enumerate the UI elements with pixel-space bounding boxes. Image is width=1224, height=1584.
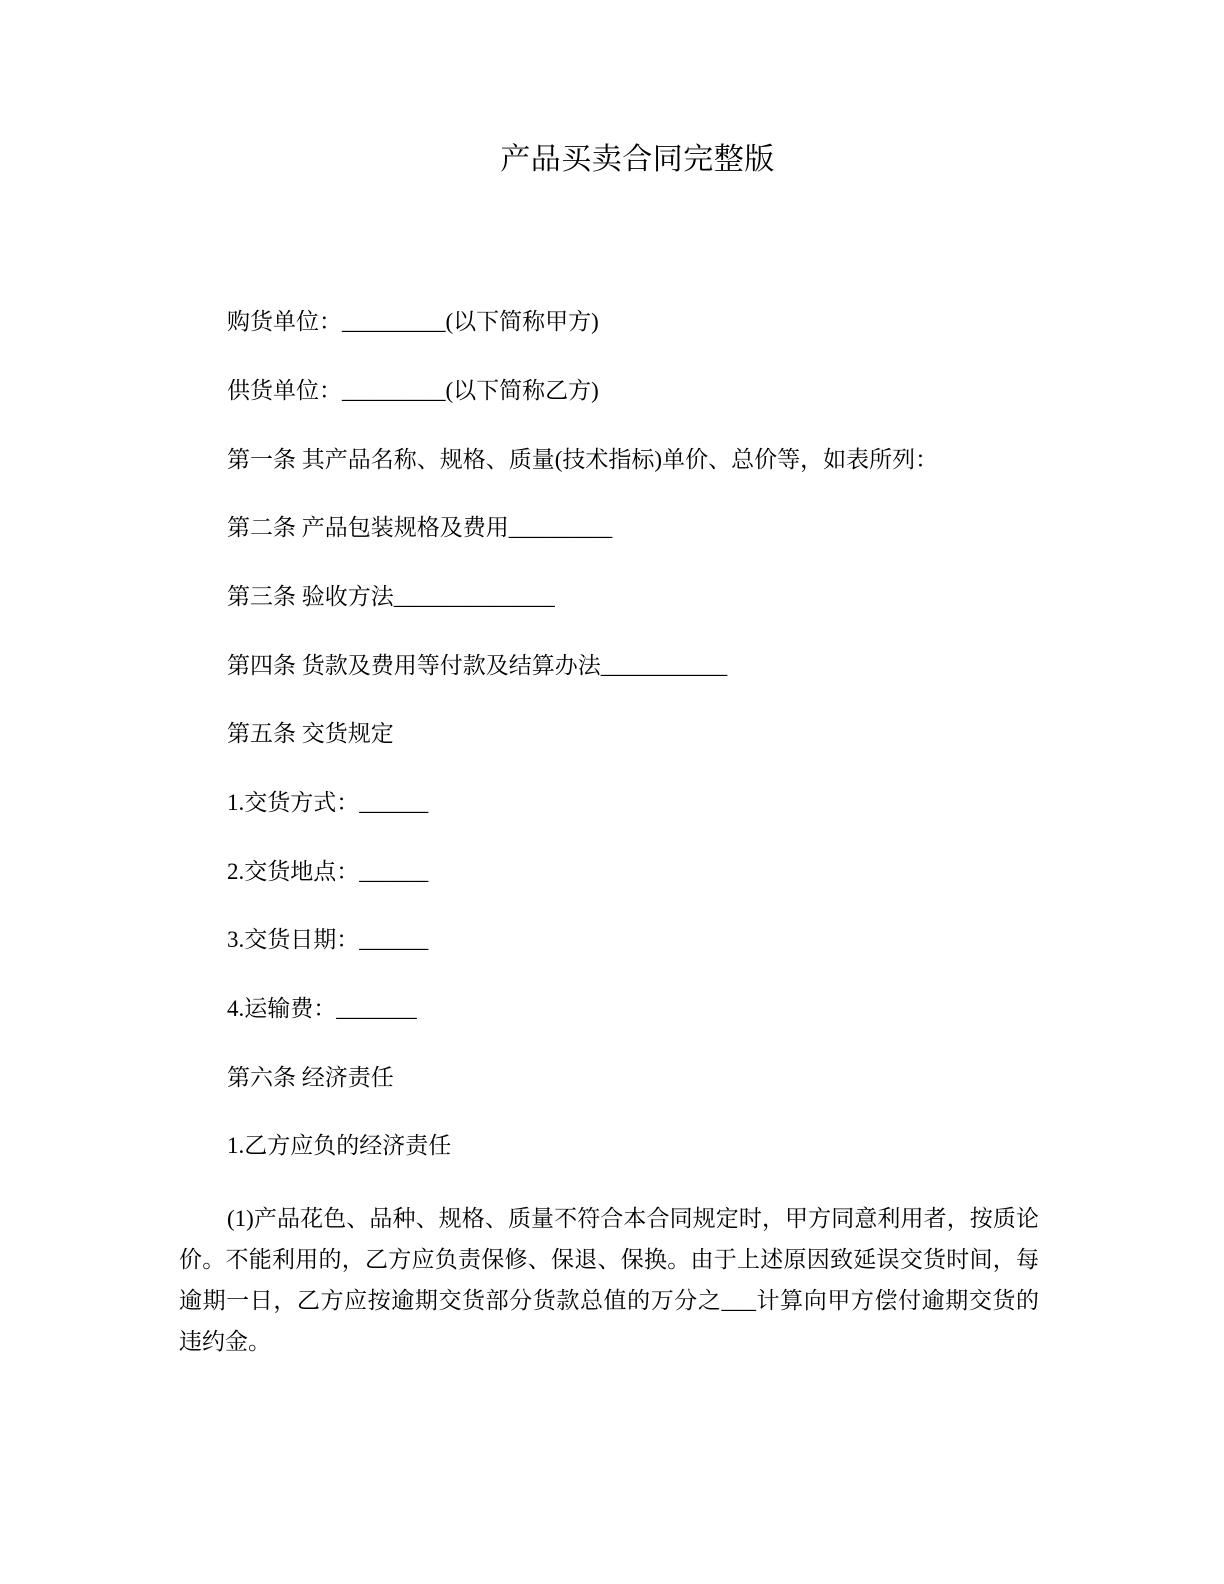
transport-fee: 4.运输费：_______ — [227, 996, 417, 1021]
article-5: 第五条 交货规定 — [227, 721, 394, 746]
document-title: 产品买卖合同完整版 — [500, 143, 775, 176]
delivery-date: 3.交货日期：______ — [227, 927, 429, 952]
article-2: 第二条 产品包装规格及费用_________ — [227, 515, 613, 540]
seller-liability: 1.乙方应负的经济责任 — [227, 1133, 452, 1158]
article-1: 第一条 其产品名称、规格、质量(技术指标)单价、总价等，如表所列： — [227, 447, 939, 472]
liability-paragraph: (1)产品花色、品种、规格、质量不符合本合同规定时，甲方同意利用者，按质论价。不能利用的，乙方应负责保修、保退、保换。由于上述原因致延误交货时间，每逾期一日，乙方应按逾期交货部分货款总值的万分之___计算向甲方偿付逾期交货的违约金。 — [179, 1206, 1039, 1354]
buyer-line: 购货单位：_________(以下简称甲方) — [227, 309, 599, 334]
article-4: 第四条 货款及费用等付款及结算办法___________ — [227, 653, 728, 678]
article-6: 第六条 经济责任 — [227, 1065, 394, 1090]
delivery-place: 2.交货地点：______ — [227, 859, 429, 884]
article-3: 第三条 验收方法______________ — [227, 584, 555, 609]
delivery-method: 1.交货方式：______ — [227, 790, 429, 815]
supplier-line: 供货单位：_________(以下简称乙方) — [227, 378, 599, 403]
